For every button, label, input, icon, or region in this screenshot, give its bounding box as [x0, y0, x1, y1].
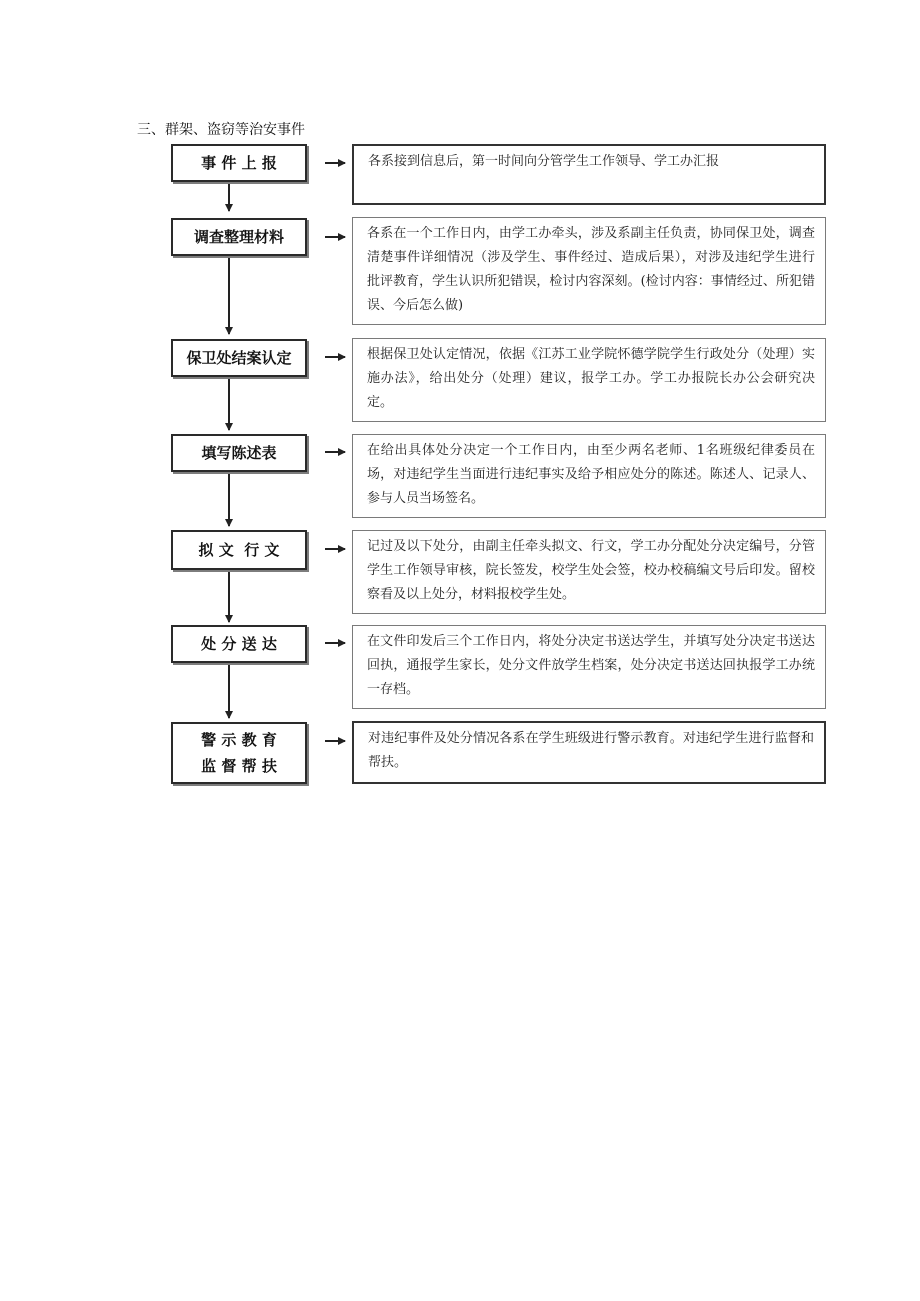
- step-label: 填写陈述表: [201, 444, 277, 462]
- step-description-report: 各系接到信息后，第一时间向分管学生工作领导、学工办汇报: [352, 144, 826, 205]
- step-description-investigate: 各系在一个工作日内，由学工办牵头，涉及系副主任负责，协同保卫处，调查清楚事件详细情况（涉及学生、事件经过、造成后果），对涉及违纪学生进行批评教育，学生认识所犯错误，检讨内容深刻。(检讨内容：事情经过、所犯错误、今后怎么做): [352, 217, 826, 325]
- step-description-drafting: 记过及以下处分，由副主任牵头拟文、行文，学工办分配处分决定编号，分管学生工作领导审核，院长签发，校学生处会签，校办校稿编文号后印发。留校察看及以上处分，材料报校学生处。: [352, 530, 826, 614]
- step-description-warning-supervision: 对违纪事件及处分情况各系在学生班级进行警示教育。对违纪学生进行监督和帮扶。: [352, 721, 826, 784]
- step-label: 拟 文 行 文: [198, 541, 280, 559]
- step-box-drafting: [171, 530, 307, 570]
- step-label-line1: 警 示 教 育: [201, 731, 277, 749]
- step-box-security-closure: [171, 339, 307, 377]
- section-heading: 三、群架、盗窃等治安事件: [137, 122, 305, 138]
- step-label-line2: 监 督 帮 扶: [201, 757, 277, 775]
- step-box-warning-supervision: [171, 722, 307, 784]
- step-label: 事 件 上 报: [201, 154, 277, 172]
- step-box-report: [171, 144, 307, 182]
- step-label: 保卫处结案认定: [186, 349, 292, 367]
- step-description-delivery: 在文件印发后三个工作日内，将处分决定书送达学生，并填写处分决定书送达回执，通报学生家长，处分文件放学生档案，处分决定书送达回执报学工办统一存档。: [352, 625, 826, 709]
- step-box-investigate: [171, 218, 307, 256]
- step-description-statement-form: 在给出具体处分决定一个工作日内，由至少两名老师、1名班级纪律委员在场，对违纪学生当面进行违纪事实及给予相应处分的陈述。陈述人、记录人、参与人员当场签名。: [352, 434, 826, 518]
- step-description-security-closure: 根据保卫处认定情况，依据《江苏工业学院怀德学院学生行政处分（处理）实施办法》，给出处分（处理）建议，报学工办。学工办报院长办公会研究决定。: [352, 338, 826, 422]
- step-label: 调查整理材料: [193, 228, 284, 246]
- step-label: 处 分 送 达: [201, 635, 277, 653]
- step-box-delivery: [171, 625, 307, 663]
- step-box-statement-form: [171, 434, 307, 472]
